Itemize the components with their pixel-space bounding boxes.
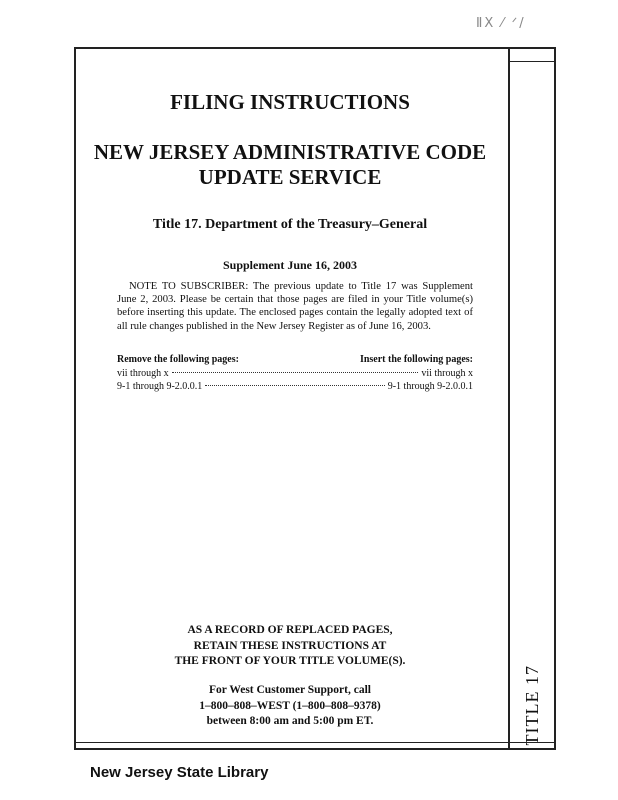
record-instructions bbox=[100, 623, 480, 670]
customer-support bbox=[100, 683, 480, 730]
insert-pages-header: Insert the following pages: bbox=[359, 354, 473, 365]
record-line-2: RETAIN THESE INSTRUCTIONS AT bbox=[193, 639, 387, 652]
side-tab bbox=[508, 47, 556, 750]
code-title bbox=[80, 140, 500, 190]
supplement-date: Supplement June 16, 2003 bbox=[222, 258, 358, 272]
remove-pages-value: vii through x bbox=[117, 368, 169, 379]
department-title: Title 17. Department of the Treasury–General bbox=[152, 217, 428, 232]
leader-dots bbox=[172, 372, 419, 373]
insert-pages-value: vii through x bbox=[421, 368, 473, 379]
page-row bbox=[117, 368, 473, 379]
side-tab-label: TITLE 17 bbox=[522, 665, 542, 746]
leader-dots bbox=[205, 385, 384, 386]
record-line-1: AS A RECORD OF REPLACED PAGES, bbox=[187, 624, 393, 636]
record-line-3: THE FRONT OF YOUR TITLE VOLUME(S). bbox=[174, 655, 406, 667]
scan-mark: ⅡⅩ ⁄ ᐟ/ bbox=[476, 16, 526, 31]
support-line-2: 1–800–808–WEST (1–800–808–9378) bbox=[199, 699, 381, 712]
insert-pages-value: 9-1 through 9-2.0.0.1 bbox=[387, 381, 473, 392]
subscriber-note: NOTE TO SUBSCRIBER: The previous update to Title 17 was Supplement June 2, 2003. Please be certain that those pages are filed in your Title volume(s) before inserting this update. The enclosed pages contain the legally adopted text of all rule changes published in the New Jersey Register as of June 16, 2003. bbox=[117, 281, 473, 332]
page-row bbox=[117, 381, 473, 392]
code-title-line-2: UPDATE SERVICE bbox=[198, 165, 382, 189]
library-stamp: New Jersey State Library bbox=[90, 764, 269, 781]
side-tab-top-rule bbox=[510, 61, 556, 62]
support-line-1: For West Customer Support, call bbox=[209, 684, 371, 696]
remove-pages-header: Remove the following pages: bbox=[117, 354, 239, 365]
page-title: FILING INSTRUCTIONS bbox=[170, 90, 410, 114]
code-title-line-1: NEW JERSEY ADMINISTRATIVE CODE bbox=[93, 140, 487, 164]
bottom-rule bbox=[74, 742, 556, 743]
remove-pages-value: 9-1 through 9-2.0.0.1 bbox=[117, 381, 203, 392]
pages-header bbox=[117, 354, 473, 365]
support-line-3: between 8:00 am and 5:00 pm ET. bbox=[206, 715, 374, 727]
